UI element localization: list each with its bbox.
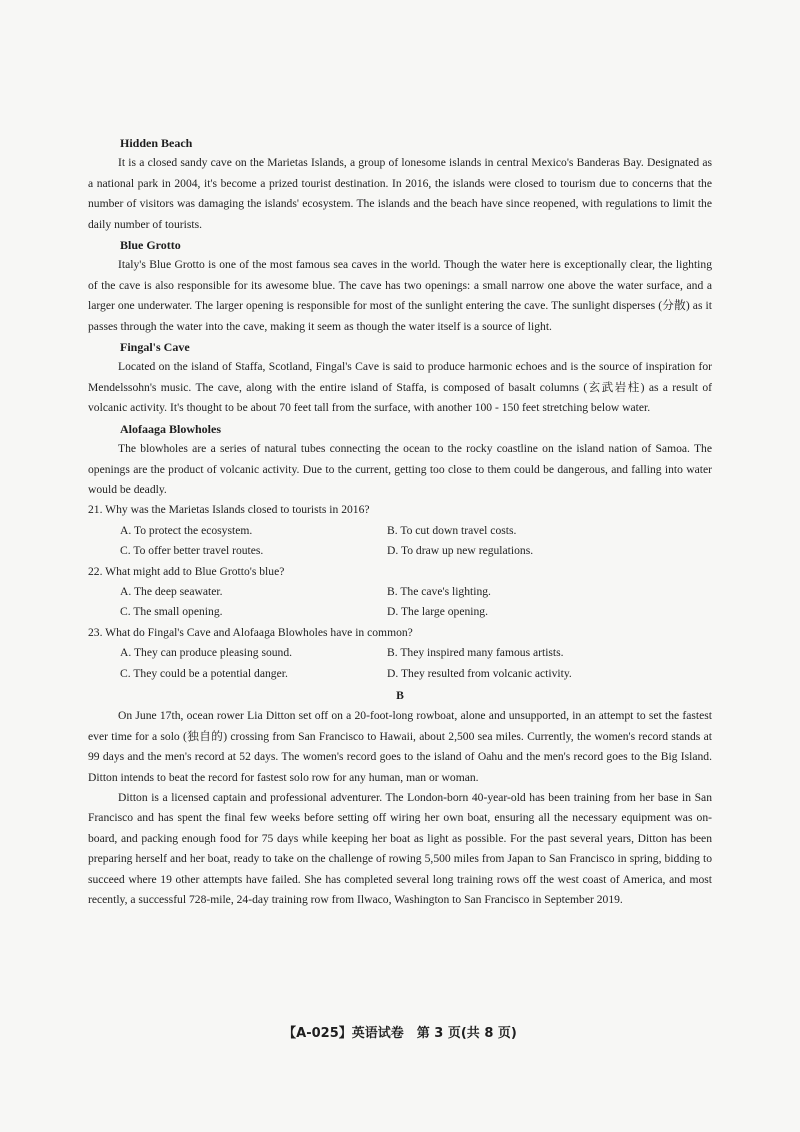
section-body: It is a closed sandy cave on the Marietas Islands, a group of lonesome islands in central Mexico's Banderas Bay. Designated as a national park in 2004, it's become a prized tourist destination. In 2016, the islands were closed to tourism due to concerns that the number of visitors was damaging the islands' ecosystem. The islands and the beach have since reopened, with regulations to limit the daily number of tourists. bbox=[88, 156, 712, 231]
question-options bbox=[120, 521, 712, 562]
question-options bbox=[120, 582, 712, 623]
section-title: Blue Grotto bbox=[120, 238, 181, 253]
option-d: D. They resulted from volcanic activity. bbox=[387, 666, 572, 680]
option-b: B. To cut down travel costs. bbox=[387, 523, 517, 537]
section-hidden-beach bbox=[88, 133, 712, 235]
page-footer: 【A-025】英语试卷 第 3 页(共 8 页) bbox=[283, 1026, 517, 1041]
section-title: Hidden Beach bbox=[120, 136, 193, 150]
question-stem: 21. Why was the Marietas Islands closed to tourists in 2016? bbox=[88, 503, 370, 517]
section-blue-grotto bbox=[88, 235, 712, 337]
page-content bbox=[88, 133, 712, 910]
section-alofaaga-blowholes bbox=[88, 419, 712, 501]
question-22 bbox=[88, 562, 712, 623]
part-b-paragraph: Ditton is a licensed captain and professional adventurer. The London-born 40-year-old has been training from her base in San Francisco and has spent the final few weeks before setting off wiring her own boat, ensuring all the necessary equipment was on-board, and packing enough food for 75 days while keeping her boat as light as possible. For the past several years, Ditton has been preparing herself and her boat, ready to take on the challenge of rowing 5,500 miles from Japan to San Francisco in spring, bidding to succeed where 19 other attempts have failed. She has completed several long training rows off the west coast of America, and most recently, a successful 728-mile, 24-day training row from Ilwaco, Washington to San Francisco in September 2019. bbox=[88, 791, 712, 907]
question-21 bbox=[88, 500, 712, 561]
part-b-paragraph: On June 17th, ocean rower Lia Ditton set off on a 20-foot-long rowboat, alone and unsupported, in an attempt to set the fastest ever time for a solo (独自的) crossing from San Francisco to Hawaii, about 2,500 sea miles. Currently, the women's record stands at 99 days and the men's record at 52 days. The women's record goes to the island of Oahu and the men's record goes to the Big Island. Ditton intends to beat the record for fastest solo row for any human, man or woman. bbox=[88, 709, 712, 784]
question-options bbox=[120, 643, 712, 684]
option-a: A. The deep seawater. bbox=[120, 584, 223, 598]
option-b: B. The cave's lighting. bbox=[387, 584, 491, 598]
option-b: B. They inspired many famous artists. bbox=[387, 646, 564, 660]
option-a: A. They can produce pleasing sound. bbox=[120, 646, 293, 660]
question-23 bbox=[88, 623, 712, 684]
option-c: C. To offer better travel routes. bbox=[120, 544, 264, 558]
part-b bbox=[88, 686, 712, 910]
question-stem: 23. What do Fingal's Cave and Alofaaga Blowholes have in common? bbox=[88, 625, 413, 639]
section-body: Italy's Blue Grotto is one of the most famous sea caves in the world. Though the water here is exceptionally clear, the lighting of the cave is also responsible for its awesome blue. The cave has two openings: a small narrow one above the water surface, and a larger one underwater. The larger opening is responsible for most of the sunlight entering the cave. The sunlight disperses (分散) as it passes through the water into the cave, making it seem as though the water itself is a source of light. bbox=[88, 258, 712, 333]
option-d: D. To draw up new regulations. bbox=[387, 544, 534, 558]
question-stem: 22. What might add to Blue Grotto's blue? bbox=[88, 564, 285, 578]
section-body: Located on the island of Staffa, Scotland, Fingal's Cave is said to produce harmonic echoes and is the source of inspiration for Mendelssohn's music. The cave, along with the entire island of Staffa, is composed of basalt columns (玄武岩柱) as a result of volcanic activity. It's thought to be about 70 feet tall from the surface, with another 100 - 150 feet stretching below water. bbox=[88, 360, 712, 415]
section-title: Alofaaga Blowholes bbox=[120, 421, 222, 436]
section-fingals-cave bbox=[88, 337, 712, 419]
option-c: C. They could be a potential danger. bbox=[120, 666, 288, 680]
section-body: The blowholes are a series of natural tubes connecting the ocean to the rocky coastline on the island nation of Samoa. The openings are the product of volcanic activity. Due to the current, getting too close to them could be dangerous, and falling into water would be deadly. bbox=[88, 442, 712, 496]
option-d: D. The large opening. bbox=[387, 605, 488, 619]
part-b-label: B bbox=[396, 688, 404, 702]
option-c: C. The small opening. bbox=[120, 605, 223, 619]
option-a: A. To protect the ecosystem. bbox=[120, 523, 253, 537]
section-title: Fingal's Cave bbox=[120, 340, 190, 355]
